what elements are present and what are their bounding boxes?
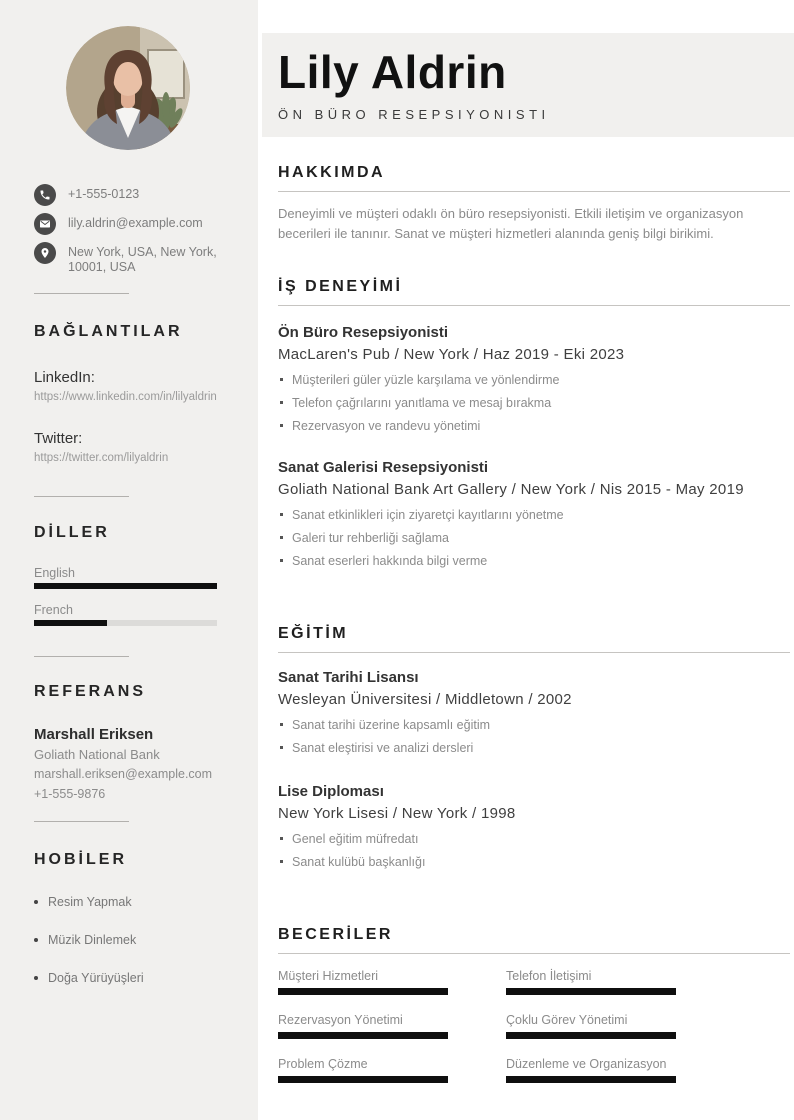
bullet-square-icon [280,424,283,427]
experience-bullet: Sanat etkinlikleri için ziyaretçi kayıtlarını yönetme [278,505,790,528]
sidebar-divider [34,821,129,822]
skill-level-track [506,1076,676,1083]
experience-role: Ön Büro Resepsiyonisti [278,324,449,341]
section-rule [278,953,790,954]
language-name: French [34,603,73,617]
skill-grid [278,968,790,1083]
hobby-list [34,894,222,986]
links-section-title: BAĞLANTILAR [34,323,183,340]
twitter-link-group [34,429,222,466]
skill-item [278,1056,448,1083]
experience-bullet: Müşterileri güler yüzle karşılama ve yönlendirme [278,370,790,393]
reference-name: Marshall Eriksen [34,726,154,743]
education-section-title: EĞİTİM [278,625,349,642]
reference-section-title: REFERANS [34,683,147,700]
language-item [34,602,222,626]
experience-meta: MacLaren's Pub / New York / Haz 2019 - Eki 2023 [278,346,625,363]
phone-icon [34,184,56,206]
skill-name: Müşteri Hizmetleri [278,969,379,983]
skill-level-track [506,988,676,995]
education-bullet: Genel eğitim müfredatı [278,829,790,852]
education-bullet: Sanat eleştirisi ve analizi dersleri [278,738,790,761]
skill-name: Telefon İletişimi [506,969,592,983]
bullet-square-icon [280,559,283,562]
experience-bullet-list [278,370,790,439]
experience-item [278,457,790,574]
bullet-square-icon [280,536,283,539]
about-text: Deneyimli ve müşteri odaklı ön büro resepsiyonisti. Etkili iletişim ve organizasyon becerileri ile tanınır. Sanat ve müşteri hizmetleri alanında geniş bilgi birikimi. [278,206,744,241]
skill-item [506,1012,676,1039]
email-icon [34,213,56,235]
bullet-square-icon [280,378,283,381]
skills-section-title: BECERİLER [278,926,393,943]
bullet-square-icon [280,837,283,840]
sidebar-divider [34,293,129,294]
skill-level-bar [506,988,676,995]
sidebar-divider [34,496,129,497]
skill-name: Çoklu Görev Yönetimi [506,1013,628,1027]
phone-number: +1-555-0123 [68,187,140,201]
experience-bullet-list [278,505,790,574]
reference-email: marshall.eriksen@example.com [34,767,213,781]
skill-level-track [506,1032,676,1039]
education-bullet: Sanat kulübü başkanlığı [278,852,790,875]
about-section [278,163,790,243]
education-bullet-list [278,829,790,875]
hobby-item: Doğa Yürüyüşleri [34,970,222,986]
education-meta: Wesleyan Üniversitesi / Middletown / 2002 [278,691,572,708]
hobby-item: Müzik Dinlemek [34,932,222,948]
profile-photo-illustration [66,26,190,150]
bullet-square-icon [280,860,283,863]
twitter-label: Twitter: [34,430,83,447]
skill-level-bar [506,1032,676,1039]
contact-email [34,213,222,235]
skill-item [278,1012,448,1039]
bullet-square-icon [280,401,283,404]
language-name: English [34,566,75,580]
language-level-bar [34,583,217,589]
section-rule [278,305,790,306]
header-band [262,33,794,137]
person-job-title: ÖN BÜRO RESEPSIYONISTI [278,107,550,122]
education-section [278,624,790,875]
experience-bullet: Rezervasyon ve randevu yönetimi [278,416,790,439]
skill-item [278,968,448,995]
hobby-item: Resim Yapmak [34,894,222,910]
education-bullet-list [278,715,790,761]
skill-level-bar [278,988,448,995]
contact-location [34,242,222,275]
reference-section [34,682,222,803]
reference-company: Goliath National Bank [34,747,160,762]
skills-section [278,925,790,1083]
location-text: New York, USA, New York, 10001, USA [68,245,217,274]
contact-phone [34,184,222,206]
education-degree: Sanat Tarihi Lisansı [278,669,419,686]
experience-section [278,277,790,574]
location-icon [34,242,56,264]
education-meta: New York Lisesi / New York / 1998 [278,805,516,822]
languages-section [34,523,222,626]
bullet-square-icon [280,513,283,516]
email-address: lily.aldrin@example.com [68,216,203,230]
experience-meta: Goliath National Bank Art Gallery / New York / Nis 2015 - May 2019 [278,481,744,498]
sidebar-divider [34,656,129,657]
languages-section-title: DİLLER [34,524,110,541]
main-content [258,163,794,1083]
education-degree: Lise Diploması [278,783,384,800]
education-item [278,781,790,875]
person-name: Lily Aldrin [278,46,507,98]
section-rule [278,191,790,192]
sidebar [0,0,258,1120]
section-rule [278,652,790,653]
education-bullet: Sanat tarihi üzerine kapsamlı eğitim [278,715,790,738]
skill-item [506,968,676,995]
experience-item [278,322,790,439]
skill-item [506,1056,676,1083]
skill-name: Düzenleme ve Organizasyon [506,1057,667,1071]
contact-list [34,184,222,275]
skill-name: Rezervasyon Yönetimi [278,1013,403,1027]
skill-level-track [278,988,448,995]
experience-role: Sanat Galerisi Resepsiyonisti [278,459,489,476]
about-section-title: HAKKIMDA [278,164,386,181]
profile-photo [66,26,190,150]
language-level-track [34,620,217,626]
bullet-dot-icon [34,938,38,942]
bullet-square-icon [280,746,283,749]
skill-level-bar [278,1032,448,1039]
hobbies-section [34,850,222,986]
education-item [278,667,790,761]
language-level-track [34,583,217,589]
twitter-url[interactable]: https://twitter.com/lilyaldrin [34,452,169,464]
skill-level-bar [278,1076,448,1083]
language-level-bar [34,620,107,626]
linkedin-label: LinkedIn: [34,369,95,386]
links-section [34,322,222,466]
bullet-dot-icon [34,976,38,980]
hobbies-section-title: HOBİLER [34,851,127,868]
experience-bullet: Telefon çağrılarını yanıtlama ve mesaj bırakma [278,393,790,416]
skill-level-track [278,1032,448,1039]
bullet-dot-icon [34,900,38,904]
linkedin-link-group [34,368,222,405]
experience-section-title: İŞ DENEYİMİ [278,278,403,295]
skill-level-bar [506,1076,676,1083]
main-column [258,0,794,1120]
linkedin-url[interactable]: https://www.linkedin.com/in/lilyaldrin [34,391,217,403]
reference-phone: +1-555-9876 [34,787,106,801]
skill-name: Problem Çözme [278,1057,368,1071]
experience-bullet: Galeri tur rehberliği sağlama [278,528,790,551]
bullet-square-icon [280,723,283,726]
language-item [34,565,222,589]
experience-bullet: Sanat eserleri hakkında bilgi verme [278,551,790,574]
skill-level-track [278,1076,448,1083]
